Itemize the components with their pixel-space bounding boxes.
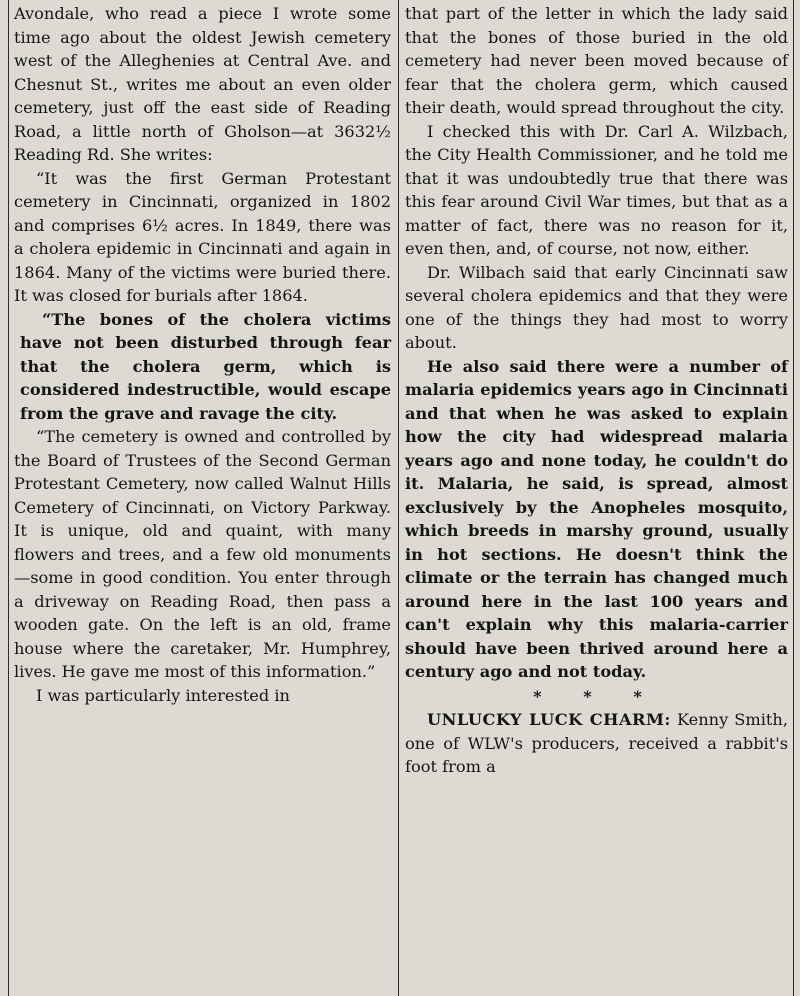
left-column	[14, 2, 391, 707]
right-column-edge	[793, 0, 800, 996]
right-column	[405, 2, 788, 779]
column-divider	[398, 0, 399, 996]
section-separator: * * *	[533, 686, 660, 706]
bold-paragraph: “The bones of the cholera victims have not been disturbed through fear that the cholera germ, which is considered indestructible, would escape from the grave and ravage the city.	[20, 309, 391, 423]
section-kicker: UNLUCKY LUCK CHARM:	[427, 710, 671, 729]
paragraph: I checked this with Dr. Carl A. Wilzbach, the City Health Commissioner, and he told me that it was undoubtedly true that there was this fear around Civil War times, but that as a matter of fact, there was no reason for it, even then, and, of course, not now, either.	[405, 121, 788, 258]
paragraph: I was particularly interested in	[36, 685, 290, 705]
paragraph: Dr. Wilbach said that early Cincinnati saw several cholera epidemics and that they were one of the things they had most to worry about.	[405, 262, 788, 352]
paragraph	[405, 708, 788, 779]
paragraph: “It was the first German Protestant cemetery in Cincinnati, organized in 1802 and comprises 6½ acres. In 1849, there was a cholera epidemic in Cincinnati and again in 1864. Many of the victims were buried there. It was closed for burials after 1864.	[14, 168, 391, 305]
bold-paragraph: He also said there were a number of malaria epidemics years ago in Cincinnati and that when he was asked to explain how the city had widespread malaria years ago and none today, he couldn't do it. Malaria, he said, is spread, almost exclusively by the Anopheles mosquito, which breeds in marshy ground, usually in hot sections. He doesn't think the climate or the terrain has changed much around here in the last 100 years and can't explain why this malaria-carrier should have been thrived around here a century ago and not today.	[405, 356, 788, 681]
paragraph-text: Kenny Smith, one of WLW's producers, received a rabbit's foot from a	[405, 710, 788, 776]
paragraph: “The cemetery is owned and controlled by the Board of Trustees of the Second German Protestant Cemetery, now called Walnut Hills Cemetery of Cincinnati, on Victory Parkway. It is unique, old and quaint, with many flowers and trees, and a few old monuments—some in good condition. You enter through a driveway on Reading Road, then pass a wooden gate. On the left is an old, frame house where the caretaker, Mr. Humphrey, lives. He gave me most of this information.”	[14, 427, 391, 681]
left-column-edge	[0, 0, 9, 996]
paragraph: Avondale, who read a piece I wrote some time ago about the oldest Jewish cemetery west of the Alleghenies at Central Ave. and Chesnut St., writes me about an even older cemetery, just off the east side of Reading Road, a little north of Gholson—at 3632½ Reading Rd. She writes:	[14, 4, 391, 164]
paragraph: that part of the letter in which the lady said that the bones of those buried in the old cemetery had never been moved because of fear that the cholera germ, which caused their death, would spread throughout the city.	[405, 4, 788, 117]
